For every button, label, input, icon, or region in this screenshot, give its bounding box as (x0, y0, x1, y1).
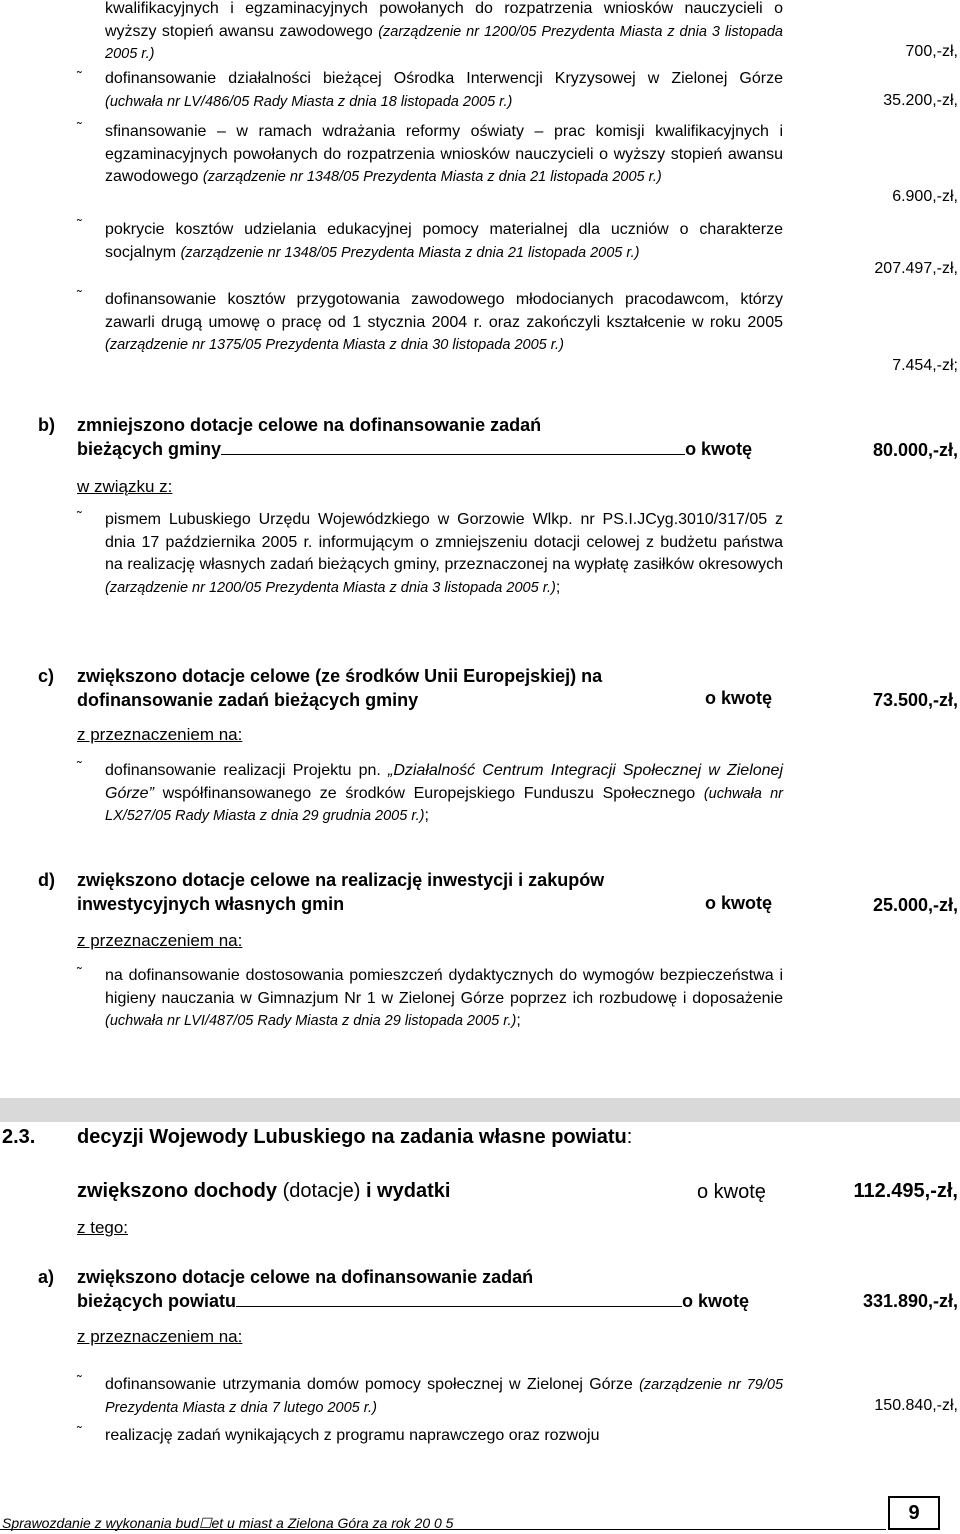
bullet-icon: ˜ (77, 758, 82, 774)
section-heading: zwiększono dotacje celowe na dofinansowanie zadań (77, 1267, 534, 1287)
list-item: pismem Lubuskiego Urzędu Wojewódzkiego w Gorzowie Wlkp. nr PS.I.JCyg.3010/317/05 z dnia 17 października 2005 r. informującym o zmniejszeniu dotacji celowej z budżetu państwa na realizację własnych zadań bieżących gminy, przeznaczonej na wypłatę zasiłków okresowych (zarządzenie nr 1200/05 Prezydenta Miasta z dnia 3 listopada 2005 r.); (105, 511, 783, 596)
item-reference: (zarządzenie nr 1375/05 Prezydenta Miasta z dnia 30 listopada 2005 r.) (105, 337, 564, 353)
item-reference: (zarządzenie nr 1348/05 Prezydenta Miasta z dnia 21 listopada 2005 r.) (180, 244, 640, 261)
page-number: 9 (888, 1496, 940, 1530)
footer-text: Sprawozdanie z wykonania bud☐et u miast a Zielona Góra za rok 20 0 5 (2, 1515, 454, 1531)
bullet-icon: ˜ (77, 964, 82, 980)
item-text: dofinansowanie kosztów przygotowania zawodowego młodocianych pracodawcom, którzy zawarli drugą umowę o pracę od 1 stycznia 2004 r. oraz zakończyli kształcenie w roku 2005 (105, 291, 783, 331)
item-amount: 35.200,-zł, (883, 92, 958, 109)
kwote-label: o kwotę (705, 688, 773, 708)
subheading: z tego: (77, 1218, 129, 1237)
section-band (0, 1098, 960, 1122)
subheading: z przeznaczeniem na: (77, 931, 243, 950)
bullet-icon: ˜ (77, 1423, 82, 1439)
section-heading: zwiększono dotacje celowe (ze środków Unii Europejskiej) na dofinansowanie zadań bieżących gminy (77, 666, 603, 710)
section-number: 2.3. (2, 1126, 36, 1148)
section-amount: 331.890,-zł, (862, 1291, 958, 1311)
section-heading: zwiększono dotacje celowe na realizację inwestycji i zakupów inwestycyjnych własnych gmin (77, 870, 605, 914)
section-amount: 73.500,-zł, (872, 690, 958, 710)
bullet-icon: ˜ (77, 508, 82, 524)
subheading: w związku z: (77, 477, 173, 496)
section-marker: b) (38, 415, 55, 435)
item-amount: 7.454,-zł; (892, 357, 958, 374)
item-text: pokrycie kosztów udzielania edukacyjnej pomocy materialnej dla uczniów o charakterze socjalnym (105, 221, 783, 261)
item-reference: (zarządzenie nr 1348/05 Prezydenta Miasta z dnia 21 listopada 2005 r.) (202, 169, 662, 185)
subheading: z przeznaczeniem na: (77, 1327, 243, 1346)
increase-line: zwiększono dochody (dotacje) i wydatki (77, 1180, 451, 1202)
item-amount: 6.900,-zł, (892, 188, 958, 205)
item-amount: 207.497,-zł, (874, 260, 958, 277)
section-title: decyzji Wojewody Lubuskiego na zadania własne powiatu: (77, 1126, 633, 1148)
kwote-label: o kwotę (705, 893, 773, 913)
bullet-icon: ˜ (77, 287, 82, 303)
section-amount: 80.000,-zł, (872, 440, 958, 460)
section-amount: 25.000,-zł, (872, 895, 958, 915)
bullet-icon: ˜ (77, 68, 82, 84)
bullet-icon: ˜ (77, 216, 82, 232)
subheading: z przeznaczeniem na: (77, 725, 243, 744)
item-amount: 700,-zł, (905, 43, 958, 60)
item-text: kwalifikacyjnych i egzaminacyjnych powołanych do rozpatrzenia wniosków nauczycieli o wyższy stopień awansu zawodowego (105, 0, 783, 40)
item-text: sfinansowanie – w ramach wdrażania reformy oświaty – prac komisji kwalifikacyjnych i egzaminacyjnych powołanych do rozpatrzenia wniosków nauczycieli o wyższy stopień awansu zawodowego (105, 123, 783, 185)
list-item: na dofinansowanie dostosowania pomieszczeń dydaktycznych do wymogów bezpieczeństwa i higieny nauczania w Gimnazjum Nr 1 w Zielonej Górze poprzez ich rozbudowę i doposażenie (uchwała nr LVI/487/05 Rady Miasta z dnia 29 listopada 2005 r.); (105, 967, 783, 1029)
kwote-label: o kwotę (697, 1181, 766, 1203)
fill-line (236, 1290, 682, 1307)
list-item: dofinansowanie realizacji Projektu pn. „Działalność Centrum Integracji Społecznej w Zielonej Górze” współfinansowanego ze środków Europejskiego Funduszu Społecznego (uchwała nr LX/527/05 Rady Miasta z dnia 29 grudnia 2005 r.); (105, 762, 784, 824)
bullet-icon: ˜ (77, 1372, 82, 1388)
item-text: dofinansowanie działalności bieżącej Ośrodka Interwencji Kryzysowej w Zielonej Górze (105, 70, 783, 87)
list-item: dofinansowanie utrzymania domów pomocy społecznej w Zielonej Górze (zarządzenie nr 79/05 Prezydenta Miasta z dnia 7 lutego 2005 r.) (105, 1376, 784, 1416)
section-marker: d) (38, 870, 55, 890)
item-reference: (uchwała nr LV/486/05 Rady Miasta z dnia 18 listopada 2005 r.) (105, 93, 513, 110)
item-amount: 150.840,-zł, (874, 1397, 958, 1414)
section-marker: c) (38, 666, 55, 686)
item-reference: (zarządzenie nr 1200/05 Prezydenta Miasta z dnia 3 listopada 2005 r.) (105, 23, 783, 62)
section-heading: zmniejszono dotacje celowe na dofinansowanie zadań bieżących gminy o kwotę (77, 415, 753, 459)
section-marker: a) (38, 1267, 55, 1287)
bullet-icon: ˜ (77, 119, 82, 135)
list-item: realizację zadań wynikających z programu naprawczego oraz rozwoju (105, 1427, 600, 1444)
fill-line (221, 438, 685, 455)
section-amount: 112.495,-zł, (853, 1180, 958, 1202)
